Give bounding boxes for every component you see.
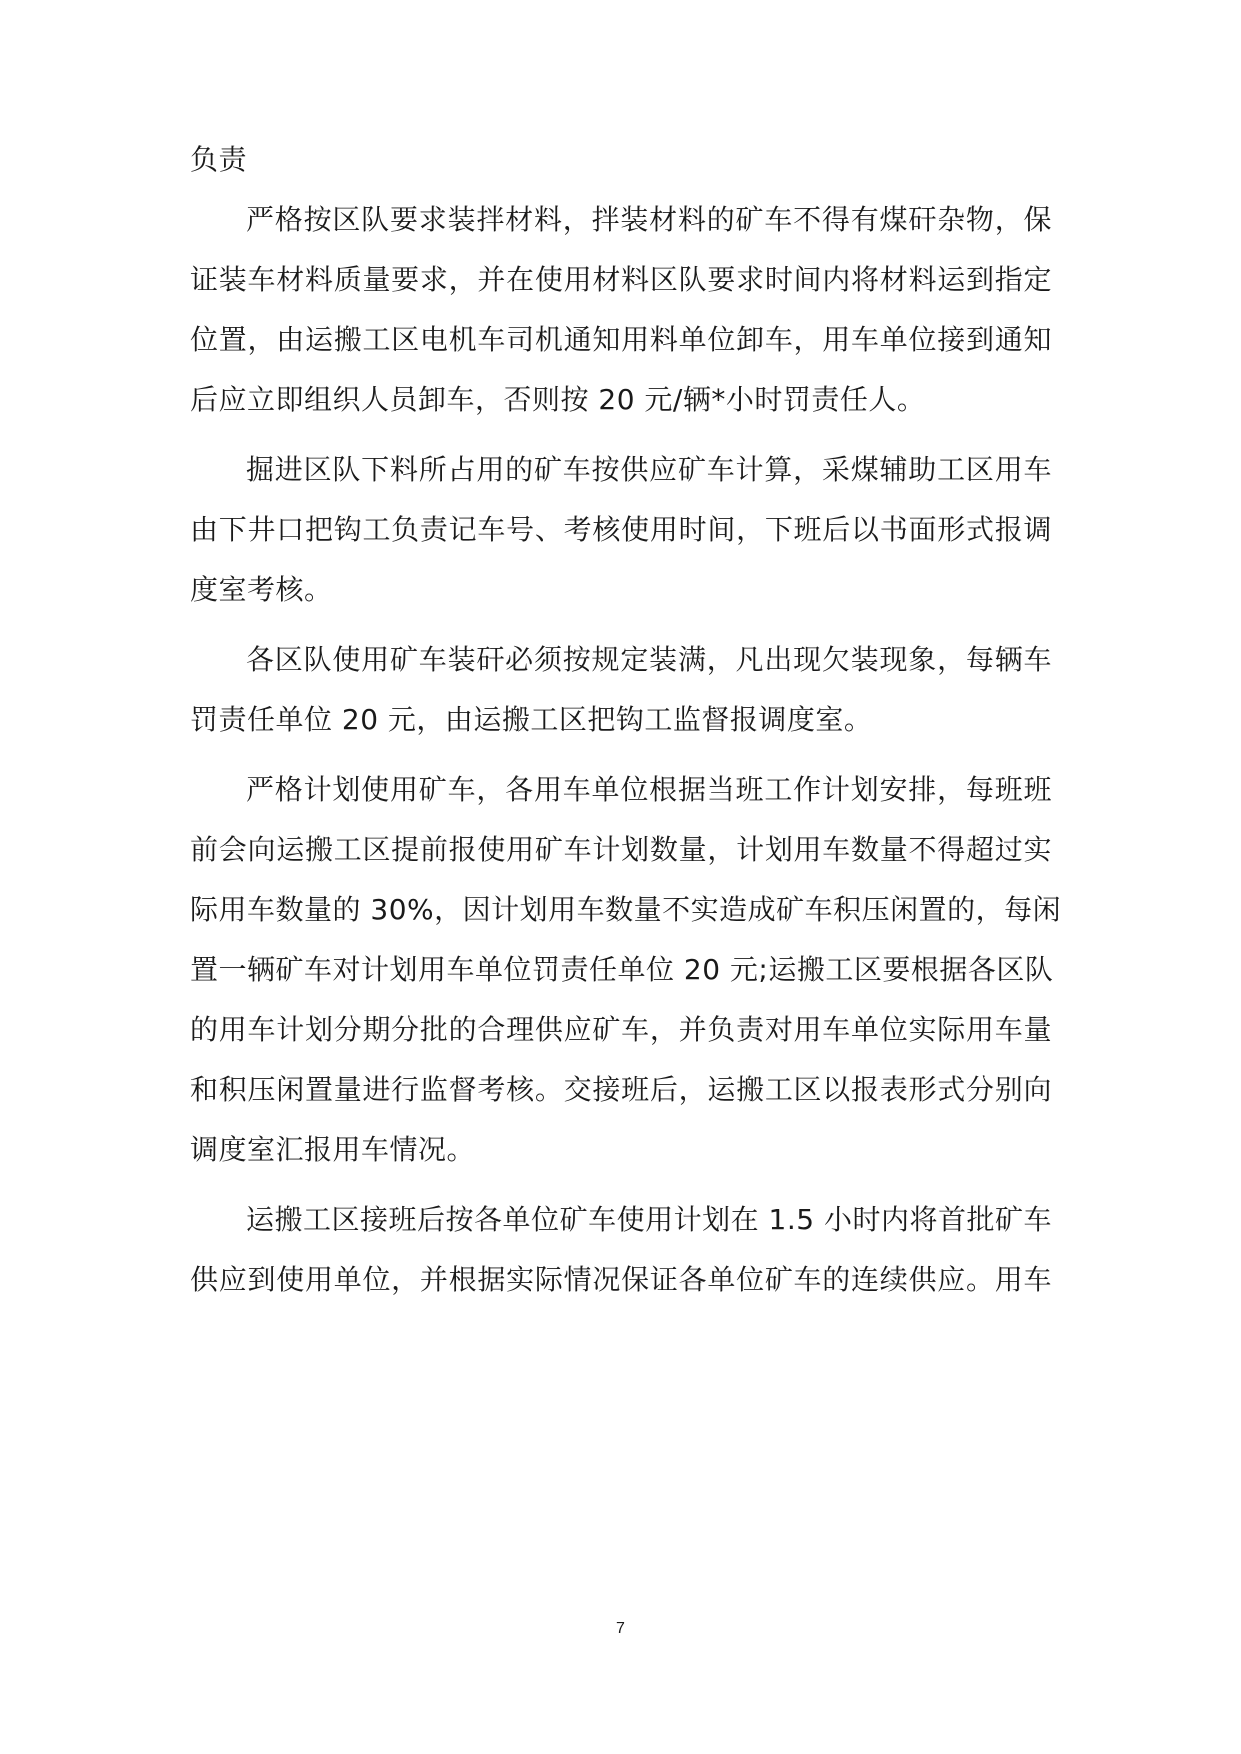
text-line: 和积压闲置量进行监督考核。交接班后，运搬工区以报表形式分别向 <box>190 1073 1052 1106</box>
text-line: 证装车材料质量要求，并在使用材料区队要求时间内将材料运到指定 <box>190 263 1052 296</box>
text-line: 由下井口把钩工负责记车号、考核使用时间，下班后以书面形式报调 <box>190 513 1052 546</box>
paragraph-first-line: 严格计划使用矿车，各用车单位根据当班工作计划安排，每班班 <box>246 773 1052 806</box>
text-line: 的用车计划分期分批的合理供应矿车，并负责对用车单位实际用车量 <box>190 1013 1052 1046</box>
paragraph-first-line: 严格按区队要求装拌材料，拌装材料的矿车不得有煤矸杂物，保 <box>246 203 1052 236</box>
paragraph-first-line: 运搬工区接班后按各单位矿车使用计划在 1.5 小时内将首批矿车 <box>246 1203 1052 1236</box>
text-line: 罚责任单位 20 元，由运搬工区把钩工监督报调度室。 <box>190 703 873 736</box>
text-line: 调度室汇报用车情况。 <box>190 1133 476 1166</box>
text-line: 置一辆矿车对计划用车单位罚责任单位 20 元;运搬工区要根据各区队 <box>190 953 1054 986</box>
text-line: 际用车数量的 30%，因计划用车数量不实造成矿车积压闲置的，每闲 <box>190 893 1062 926</box>
text-line: 位置，由运搬工区电机车司机通知用料单位卸车，用车单位接到通知 <box>190 323 1052 356</box>
text-line: 前会向运搬工区提前报使用矿车计划数量，计划用车数量不得超过实 <box>190 833 1052 866</box>
text-line: 度室考核。 <box>190 573 333 606</box>
page-number: 7 <box>616 1620 625 1637</box>
paragraph-first-line: 各区队使用矿车装矸必须按规定装满，凡出现欠装现象，每辆车 <box>246 643 1052 676</box>
text-line: 后应立即组织人员卸车，否则按 20 元/辆*小时罚责任人。 <box>190 383 926 416</box>
text-line: 供应到使用单位，并根据实际情况保证各单位矿车的连续供应。用车 <box>190 1263 1052 1296</box>
text-line: 负责 <box>190 143 248 176</box>
paragraph-first-line: 掘进区队下料所占用的矿车按供应矿车计算，采煤辅助工区用车 <box>246 453 1052 486</box>
